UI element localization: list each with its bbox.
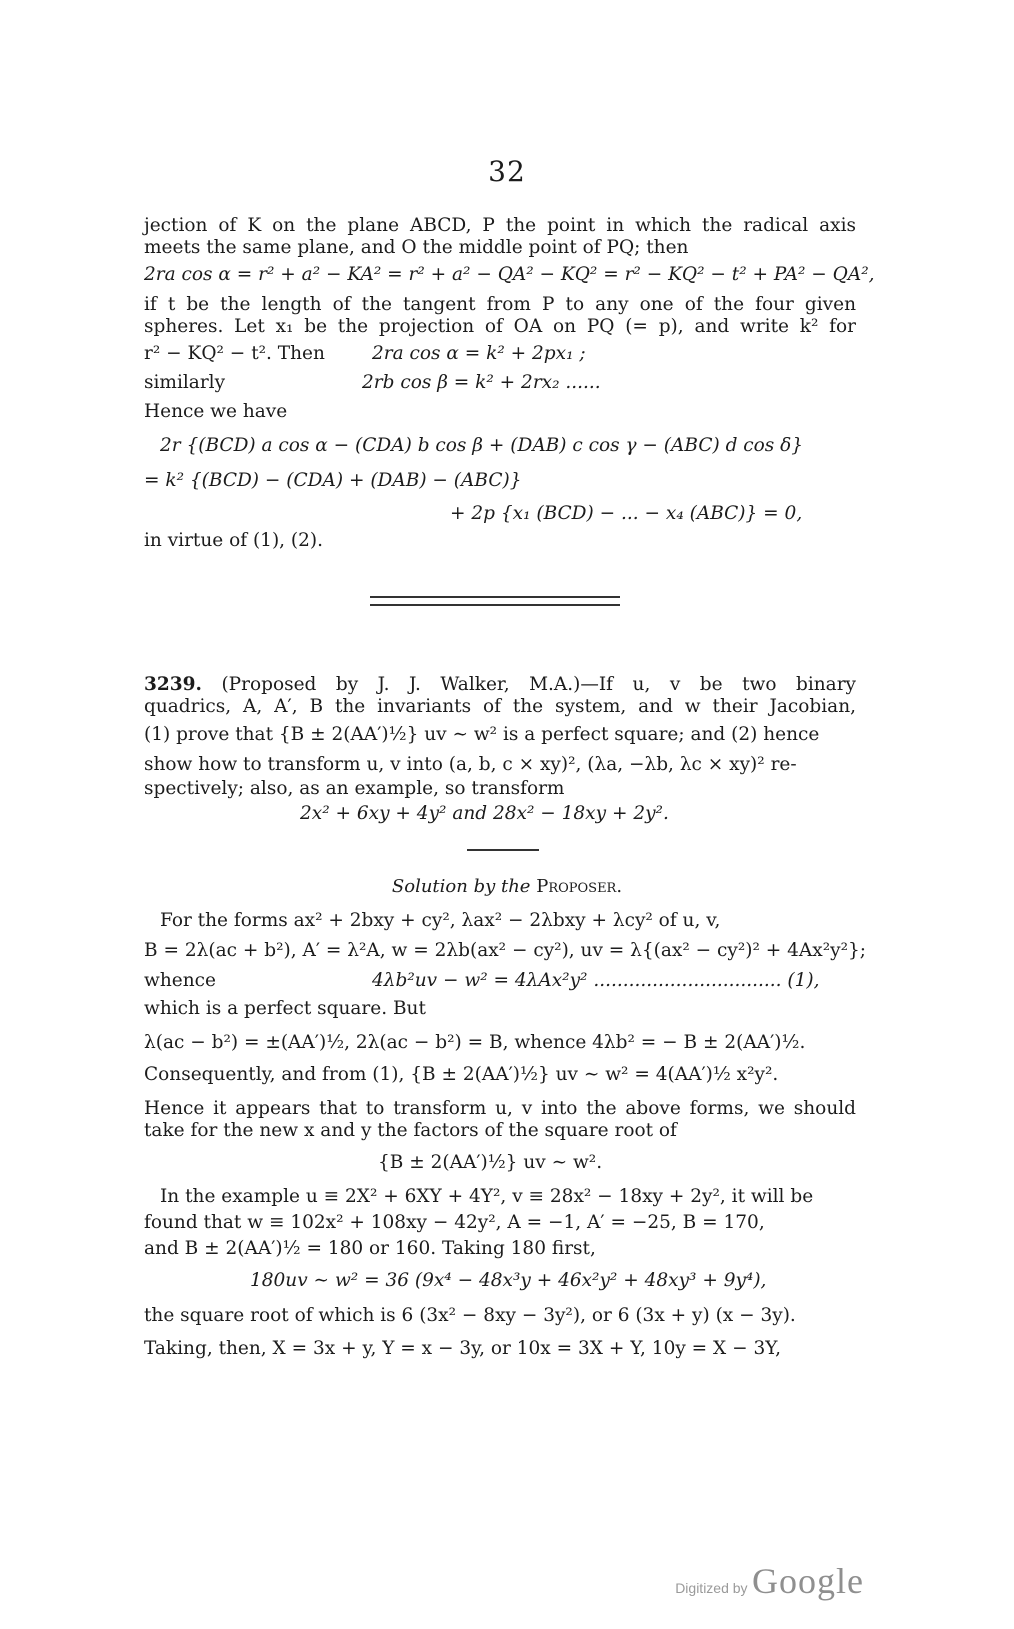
equation: B = 2λ(ac + b²), A′ = λ²A, w = 2λb(ax² − cy²), uv = λ{(ax² − cy²)² + 4Ax²y²}; bbox=[144, 940, 867, 961]
text-line: Hence we have bbox=[144, 401, 288, 422]
equation: 2ra cos α = r² + a² − KA² = r² + a² − QA² − KQ² = r² − KQ² − t² + PA² − QA², bbox=[144, 264, 875, 285]
equation: + 2p {x₁ (BCD) − ... − x₄ (ABC)} = 0, bbox=[450, 503, 803, 524]
equation: λ(ac − b²) = ±(AA′)½, 2λ(ac − b²) = B, whence 4λb² = − B ± 2(AA′)½. bbox=[144, 1032, 806, 1053]
equation: 4λb²uv − w² = 4λAx²y² ................................ (1), bbox=[372, 970, 820, 991]
solution-heading bbox=[0, 876, 1014, 897]
text-line bbox=[144, 674, 856, 696]
equation: {B ± 2(AA′)½} uv ∼ w². bbox=[378, 1152, 603, 1173]
text-line bbox=[144, 343, 856, 365]
text-line: in virtue of (1), (2). bbox=[144, 530, 324, 551]
equation: Consequently, and from (1), {B ± 2(AA′)½} uv ∼ w² = 4(AA′)½ x²y². bbox=[144, 1064, 779, 1085]
text-line: For the forms ax² + 2bxy + cy², λax² − 2λbxy + λcy² of u, v, bbox=[160, 910, 721, 931]
problem-number: 3239. bbox=[144, 674, 202, 695]
equation: 180uv ∼ w² = 36 (9x⁴ − 48x³y + 46x²y² + 48xy³ + 9y⁴), bbox=[250, 1270, 767, 1291]
text-line: the square root of which is 6 (3x² − 8xy − 3y²), or 6 (3x + y) (x − 3y). bbox=[144, 1305, 796, 1326]
heading-name: Proposer. bbox=[536, 876, 623, 897]
equation: 2ra cos α = k² + 2px₁ ; bbox=[372, 343, 586, 364]
text-line: jection of K on the plane ABCD, P the point in which the radical axis bbox=[144, 215, 856, 236]
text-line bbox=[144, 372, 856, 394]
equation: = k² {(BCD) − (CDA) + (DAB) − (ABC)} bbox=[144, 470, 522, 491]
equation: 2r {(BCD) a cos α − (CDA) b cos β + (DAB) c cos γ − (ABC) d cos δ} bbox=[160, 435, 804, 456]
text-fragment: r² − KQ² − t². Then bbox=[144, 343, 325, 364]
equation: 2x² + 6xy + 4y² and 28x² − 18xy + 2y². bbox=[300, 803, 669, 824]
text-line: show how to transform u, v into (a, b, c ⨯ xy)², (λa, −λb, λc ⨯ xy)² re- bbox=[144, 754, 797, 775]
equation: 2rb cos β = k² + 2rx₂ ...... bbox=[362, 372, 601, 393]
text-line: In the example u ≡ 2X² + 6XY + 4Y², v ≡ 28x² − 18xy + 2y², it will be bbox=[160, 1186, 814, 1207]
text-line: meets the same plane, and O the middle point of PQ; then bbox=[144, 237, 689, 258]
text-line: which is a perfect square. But bbox=[144, 998, 426, 1019]
text-line: Taking, then, X = 3x + y, Y = x − 3y, or 10x = 3X + Y, 10y = X − 3Y, bbox=[144, 1338, 781, 1359]
text-line: if t be the length of the tangent from P to any one of the four given bbox=[144, 294, 856, 315]
text-line: found that w ≡ 102x² + 108xy − 42y², A = −1, A′ = −25, B = 170, bbox=[144, 1212, 765, 1233]
text-line: take for the new x and y the factors of the square root of bbox=[144, 1120, 677, 1141]
text-line: quadrics, A, A′, B the invariants of the system, and w their Jacobian, bbox=[144, 696, 856, 717]
section-divider bbox=[370, 596, 620, 606]
text-line: Hence it appears that to transform u, v into the above forms, we should bbox=[144, 1098, 856, 1119]
page-number: 32 bbox=[488, 155, 526, 188]
google-logo: Google bbox=[752, 1561, 864, 1601]
text-line: spheres. Let x₁ be the projection of OA on PQ (= p), and write k² for bbox=[144, 316, 856, 337]
text-line: (1) prove that {B ± 2(AA′)½} uv ∼ w² is a perfect square; and (2) hence bbox=[144, 724, 820, 745]
heading-text: Solution by the bbox=[391, 876, 531, 897]
text-line: and B ± 2(AA′)½ = 180 or 160. Taking 180 first, bbox=[144, 1238, 596, 1259]
digitized-label: Digitized by bbox=[675, 1580, 748, 1596]
text-line: spectively; also, as an example, so transform bbox=[144, 778, 565, 799]
digitized-watermark bbox=[675, 1560, 864, 1602]
text-fragment: whence bbox=[144, 970, 216, 991]
text-fragment: (Proposed by J. J. Walker, M.A.)—If u, v be two binary bbox=[221, 674, 856, 695]
text-fragment: similarly bbox=[144, 372, 226, 393]
text-line bbox=[144, 970, 856, 992]
short-divider bbox=[467, 849, 539, 851]
